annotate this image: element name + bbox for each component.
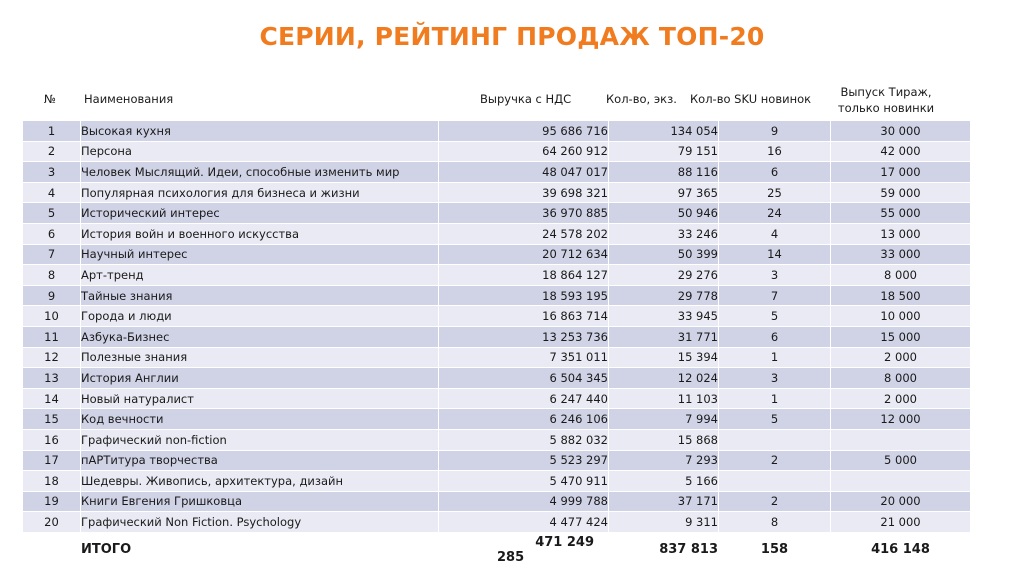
revenue-value: 48 047 017 (439, 162, 609, 183)
table-row (23, 203, 971, 224)
row-number: 4 (23, 182, 81, 203)
table-row (23, 347, 971, 368)
sku-count (719, 471, 831, 492)
print-run: 13 000 (831, 223, 971, 244)
print-run (831, 429, 971, 450)
sku-count: 5 (719, 409, 831, 430)
header-run-line1: Выпуск Тираж, (840, 85, 932, 99)
table-row (23, 388, 971, 409)
quantity-value: 7 293 (609, 450, 719, 471)
table-row (23, 223, 971, 244)
sku-count: 25 (719, 182, 831, 203)
table-row (23, 429, 971, 450)
table-row (23, 326, 971, 347)
row-number: 8 (23, 265, 81, 286)
revenue-value: 13 253 736 (439, 326, 609, 347)
sku-count: 1 (719, 347, 831, 368)
row-number: 18 (23, 471, 81, 492)
series-name: Код вечности (81, 409, 439, 430)
table-row (23, 285, 971, 306)
row-number: 13 (23, 368, 81, 389)
revenue-value: 36 970 885 (439, 203, 609, 224)
table-row (23, 450, 971, 471)
sku-count: 16 (719, 141, 831, 162)
table-row (23, 121, 971, 142)
print-run (831, 471, 971, 492)
sku-count: 2 (719, 491, 831, 512)
print-run: 2 000 (831, 388, 971, 409)
revenue-value: 5 470 911 (439, 471, 609, 492)
total-revenue-line2: 285 (497, 549, 525, 565)
revenue-value: 24 578 202 (439, 223, 609, 244)
series-name: История Англии (81, 368, 439, 389)
total-num-cell (23, 532, 81, 567)
sku-count: 9 (719, 121, 831, 142)
series-name: Графический Non Fiction. Psychology (81, 512, 439, 533)
print-run: 33 000 (831, 244, 971, 265)
series-name: Шедевры. Живопись, архитектура, дизайн (81, 471, 439, 492)
table-row (23, 471, 971, 492)
print-run: 42 000 (831, 141, 971, 162)
series-name: Полезные знания (81, 347, 439, 368)
revenue-value: 20 712 634 (439, 244, 609, 265)
sku-count: 14 (719, 244, 831, 265)
revenue-value: 5 523 297 (439, 450, 609, 471)
quantity-value: 15 868 (609, 429, 719, 450)
series-name: Исторический интерес (81, 203, 439, 224)
series-name: Новый натуралист (81, 388, 439, 409)
revenue-value: 5 882 032 (439, 429, 609, 450)
sku-count: 2 (719, 450, 831, 471)
series-name: Персона (81, 141, 439, 162)
header-num: № (44, 92, 56, 106)
sku-count (719, 429, 831, 450)
print-run: 12 000 (831, 409, 971, 430)
total-qty: 837 813 (609, 532, 719, 567)
total-label: ИТОГО (81, 532, 439, 567)
print-run: 55 000 (831, 203, 971, 224)
quantity-value: 29 778 (609, 285, 719, 306)
print-run: 15 000 (831, 326, 971, 347)
print-run: 30 000 (831, 121, 971, 142)
header-qty: Кол-во, экз. (606, 92, 677, 106)
print-run: 8 000 (831, 368, 971, 389)
row-number: 11 (23, 326, 81, 347)
revenue-value: 6 246 106 (439, 409, 609, 430)
series-name: пАРТитура творчества (81, 450, 439, 471)
row-number: 2 (23, 141, 81, 162)
page-title: СЕРИИ, РЕЙТИНГ ПРОДАЖ ТОП-20 (259, 22, 765, 51)
series-name: Популярная психология для бизнеса и жизни (81, 182, 439, 203)
sku-count: 6 (719, 326, 831, 347)
revenue-value: 7 351 011 (439, 347, 609, 368)
quantity-value: 50 399 (609, 244, 719, 265)
series-name: Книги Евгения Гришковца (81, 491, 439, 512)
header-run (816, 84, 956, 114)
header-run-line2: только новинки (837, 101, 935, 115)
print-run: 5 000 (831, 450, 971, 471)
row-number: 20 (23, 512, 81, 533)
series-name: История войн и военного искусства (81, 223, 439, 244)
series-name: Города и люди (81, 306, 439, 327)
revenue-value: 6 504 345 (439, 368, 609, 389)
quantity-value: 9 311 (609, 512, 719, 533)
table-row (23, 491, 971, 512)
quantity-value: 33 945 (609, 306, 719, 327)
series-name: Высокая кухня (81, 121, 439, 142)
row-number: 14 (23, 388, 81, 409)
row-number: 10 (23, 306, 81, 327)
row-number: 15 (23, 409, 81, 430)
quantity-value: 97 365 (609, 182, 719, 203)
revenue-value: 16 863 714 (439, 306, 609, 327)
sku-count: 7 (719, 285, 831, 306)
print-run: 10 000 (831, 306, 971, 327)
revenue-value: 64 260 912 (439, 141, 609, 162)
row-number: 1 (23, 121, 81, 142)
table-row (23, 306, 971, 327)
header-sku: Кол-во SKU новинок (690, 92, 812, 106)
quantity-value: 33 246 (609, 223, 719, 244)
total-run: 416 148 (831, 532, 971, 567)
quantity-value: 15 394 (609, 347, 719, 368)
print-run: 21 000 (831, 512, 971, 533)
sku-count: 24 (719, 203, 831, 224)
quantity-value: 134 054 (609, 121, 719, 142)
revenue-value: 95 686 716 (439, 121, 609, 142)
quantity-value: 11 103 (609, 388, 719, 409)
table-row (23, 141, 971, 162)
series-name: Научный интерес (81, 244, 439, 265)
quantity-value: 29 276 (609, 265, 719, 286)
sku-count: 4 (719, 223, 831, 244)
series-name: Тайные знания (81, 285, 439, 306)
quantity-value: 12 024 (609, 368, 719, 389)
row-number: 3 (23, 162, 81, 183)
row-number: 16 (23, 429, 81, 450)
revenue-value: 18 593 195 (439, 285, 609, 306)
print-run: 17 000 (831, 162, 971, 183)
sales-table (22, 120, 971, 568)
sales-table-body (23, 121, 971, 568)
table-row (23, 512, 971, 533)
total-revenue (439, 532, 609, 567)
row-number: 6 (23, 223, 81, 244)
row-number: 17 (23, 450, 81, 471)
total-sku: 158 (719, 532, 831, 567)
table-row (23, 409, 971, 430)
sku-count: 5 (719, 306, 831, 327)
row-number: 5 (23, 203, 81, 224)
print-run: 8 000 (831, 265, 971, 286)
quantity-value: 37 171 (609, 491, 719, 512)
print-run: 18 500 (831, 285, 971, 306)
series-name: Графический non-fiction (81, 429, 439, 450)
row-number: 12 (23, 347, 81, 368)
revenue-value: 4 477 424 (439, 512, 609, 533)
print-run: 59 000 (831, 182, 971, 203)
quantity-value: 31 771 (609, 326, 719, 347)
revenue-value: 6 247 440 (439, 388, 609, 409)
row-number: 19 (23, 491, 81, 512)
quantity-value: 88 116 (609, 162, 719, 183)
print-run: 20 000 (831, 491, 971, 512)
table-row (23, 265, 971, 286)
header-name: Наименования (84, 92, 174, 106)
table-row (23, 182, 971, 203)
quantity-value: 7 994 (609, 409, 719, 430)
quantity-value: 5 166 (609, 471, 719, 492)
series-name: Азбука-Бизнес (81, 326, 439, 347)
row-number: 7 (23, 244, 81, 265)
table-row (23, 244, 971, 265)
total-row (23, 532, 971, 567)
table-row (23, 162, 971, 183)
sku-count: 1 (719, 388, 831, 409)
series-name: Арт-тренд (81, 265, 439, 286)
sku-count: 3 (719, 368, 831, 389)
sku-count: 8 (719, 512, 831, 533)
quantity-value: 79 151 (609, 141, 719, 162)
revenue-value: 18 864 127 (439, 265, 609, 286)
total-revenue-line1: 471 249 (535, 534, 594, 550)
revenue-value: 39 698 321 (439, 182, 609, 203)
print-run: 2 000 (831, 347, 971, 368)
sku-count: 6 (719, 162, 831, 183)
quantity-value: 50 946 (609, 203, 719, 224)
header-revenue: Выручка с НДС (480, 92, 572, 106)
series-name: Человек Мыслящий. Идеи, способные изменить мир (81, 162, 439, 183)
table-row (23, 368, 971, 389)
sku-count: 3 (719, 265, 831, 286)
revenue-value: 4 999 788 (439, 491, 609, 512)
row-number: 9 (23, 285, 81, 306)
